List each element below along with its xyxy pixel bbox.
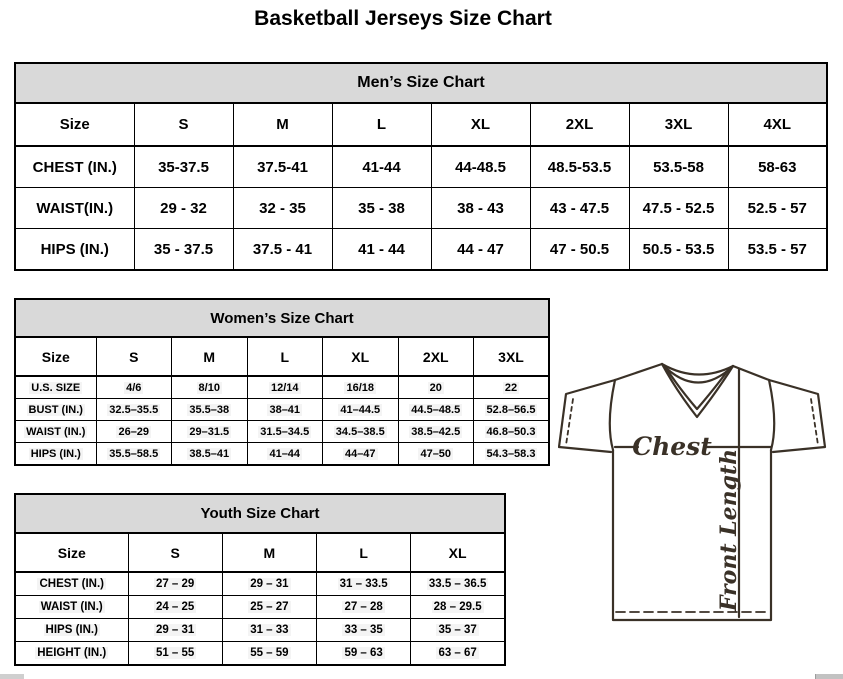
value-cell: 41-44: [332, 146, 431, 188]
table-row: [15, 229, 827, 271]
womens-size-table: [14, 298, 550, 466]
value-cell: 27 – 29: [128, 572, 222, 596]
chest-label: Chest: [632, 432, 712, 461]
mens-size-table: [14, 62, 828, 271]
front-length-label: Front Length: [716, 448, 742, 612]
value-cell: 53.5 - 57: [728, 229, 827, 271]
value-cell: 29–31.5: [172, 421, 248, 443]
value-cell: 35.5–58.5: [96, 443, 172, 466]
value-cell: 41–44: [247, 443, 323, 466]
value-cell: 31 – 33.5: [317, 572, 411, 596]
value-cell: 35 – 37: [411, 619, 505, 642]
column-header: S: [96, 337, 172, 376]
horizontal-scrollbar-track[interactable]: [815, 674, 843, 679]
row-label: WAIST (IN.): [15, 421, 96, 443]
value-cell: 32 - 35: [233, 188, 332, 229]
row-label: CHEST (IN.): [15, 572, 128, 596]
table-title: Youth Size Chart: [15, 494, 505, 533]
value-cell: 26–29: [96, 421, 172, 443]
value-cell: 37.5-41: [233, 146, 332, 188]
value-cell: 27 – 28: [317, 596, 411, 619]
value-cell: 24 – 25: [128, 596, 222, 619]
value-cell: 44.5–48.5: [398, 399, 474, 421]
value-cell: 47 - 50.5: [530, 229, 629, 271]
value-cell: 32.5–35.5: [96, 399, 172, 421]
value-cell: 12/14: [247, 376, 323, 399]
value-cell: 38.5–42.5: [398, 421, 474, 443]
value-cell: 52.8–56.5: [474, 399, 550, 421]
row-label: CHEST (IN.): [15, 146, 134, 188]
row-label: HIPS (IN.): [15, 229, 134, 271]
row-label: HIPS (IN.): [15, 443, 96, 466]
table-title: Men’s Size Chart: [15, 63, 827, 103]
table-row: [15, 337, 549, 376]
table-row: [15, 443, 549, 466]
value-cell: 33.5 – 36.5: [411, 572, 505, 596]
value-cell: 52.5 - 57: [728, 188, 827, 229]
value-cell: 25 – 27: [222, 596, 316, 619]
value-cell: 47–50: [398, 443, 474, 466]
value-cell: 37.5 - 41: [233, 229, 332, 271]
column-header: Size: [15, 533, 128, 572]
value-cell: 22: [474, 376, 550, 399]
value-cell: 41 - 44: [332, 229, 431, 271]
table-row: [15, 299, 549, 337]
column-header: S: [128, 533, 222, 572]
value-cell: 28 – 29.5: [411, 596, 505, 619]
table-row: [15, 642, 505, 666]
value-cell: 31.5–34.5: [247, 421, 323, 443]
table-row: [15, 494, 505, 533]
table-row: [15, 619, 505, 642]
value-cell: 33 – 35: [317, 619, 411, 642]
value-cell: 38.5–41: [172, 443, 248, 466]
value-cell: 46.8–50.3: [474, 421, 550, 443]
column-header: M: [233, 103, 332, 146]
value-cell: 44–47: [323, 443, 399, 466]
column-header: M: [222, 533, 316, 572]
value-cell: 53.5-58: [629, 146, 728, 188]
value-cell: 43 - 47.5: [530, 188, 629, 229]
value-cell: 51 – 55: [128, 642, 222, 666]
value-cell: 35.5–38: [172, 399, 248, 421]
column-header: XL: [411, 533, 505, 572]
value-cell: 48.5-53.5: [530, 146, 629, 188]
value-cell: 54.3–58.3: [474, 443, 550, 466]
value-cell: 8/10: [172, 376, 248, 399]
table-row: [15, 146, 827, 188]
column-header: XL: [323, 337, 399, 376]
column-header: L: [247, 337, 323, 376]
value-cell: 20: [398, 376, 474, 399]
table-row: [15, 572, 505, 596]
table-row: [15, 103, 827, 146]
value-cell: 63 – 67: [411, 642, 505, 666]
value-cell: 4/6: [96, 376, 172, 399]
value-cell: 38 - 43: [431, 188, 530, 229]
column-header: L: [332, 103, 431, 146]
column-header: Size: [15, 337, 96, 376]
row-label: BUST (IN.): [15, 399, 96, 421]
table-row: [15, 596, 505, 619]
table-title: Women’s Size Chart: [15, 299, 549, 337]
value-cell: 34.5–38.5: [323, 421, 399, 443]
value-cell: 35-37.5: [134, 146, 233, 188]
column-header: 2XL: [530, 103, 629, 146]
table-row: [15, 63, 827, 103]
value-cell: 44 - 47: [431, 229, 530, 271]
row-label: U.S. SIZE: [15, 376, 96, 399]
column-header: Size: [15, 103, 134, 146]
table-row: [15, 533, 505, 572]
value-cell: 16/18: [323, 376, 399, 399]
value-cell: 47.5 - 52.5: [629, 188, 728, 229]
row-label: WAIST(IN.): [15, 188, 134, 229]
value-cell: 55 – 59: [222, 642, 316, 666]
horizontal-scrollbar-thumb[interactable]: [0, 674, 24, 679]
jersey-diagram-icon: [558, 360, 836, 626]
value-cell: 58-63: [728, 146, 827, 188]
value-cell: 59 – 63: [317, 642, 411, 666]
column-header: 4XL: [728, 103, 827, 146]
value-cell: 35 - 38: [332, 188, 431, 229]
value-cell: 29 – 31: [222, 572, 316, 596]
value-cell: 35 - 37.5: [134, 229, 233, 271]
table-row: [15, 421, 549, 443]
column-header: S: [134, 103, 233, 146]
value-cell: 38–41: [247, 399, 323, 421]
column-header: 3XL: [629, 103, 728, 146]
column-header: XL: [431, 103, 530, 146]
column-header: L: [317, 533, 411, 572]
value-cell: 41–44.5: [323, 399, 399, 421]
value-cell: 44-48.5: [431, 146, 530, 188]
jersey-measurement-diagram: [558, 360, 836, 631]
column-header: M: [172, 337, 248, 376]
column-header: 2XL: [398, 337, 474, 376]
value-cell: 50.5 - 53.5: [629, 229, 728, 271]
value-cell: 31 – 33: [222, 619, 316, 642]
column-header: 3XL: [474, 337, 550, 376]
value-cell: 29 - 32: [134, 188, 233, 229]
row-label: HEIGHT (IN.): [15, 642, 128, 666]
row-label: HIPS (IN.): [15, 619, 128, 642]
table-row: [15, 399, 549, 421]
youth-size-table: [14, 493, 506, 666]
table-row: [15, 188, 827, 229]
table-row: [15, 376, 549, 399]
value-cell: 29 – 31: [128, 619, 222, 642]
row-label: WAIST (IN.): [15, 596, 128, 619]
page-title: Basketball Jerseys Size Chart: [254, 7, 552, 30]
